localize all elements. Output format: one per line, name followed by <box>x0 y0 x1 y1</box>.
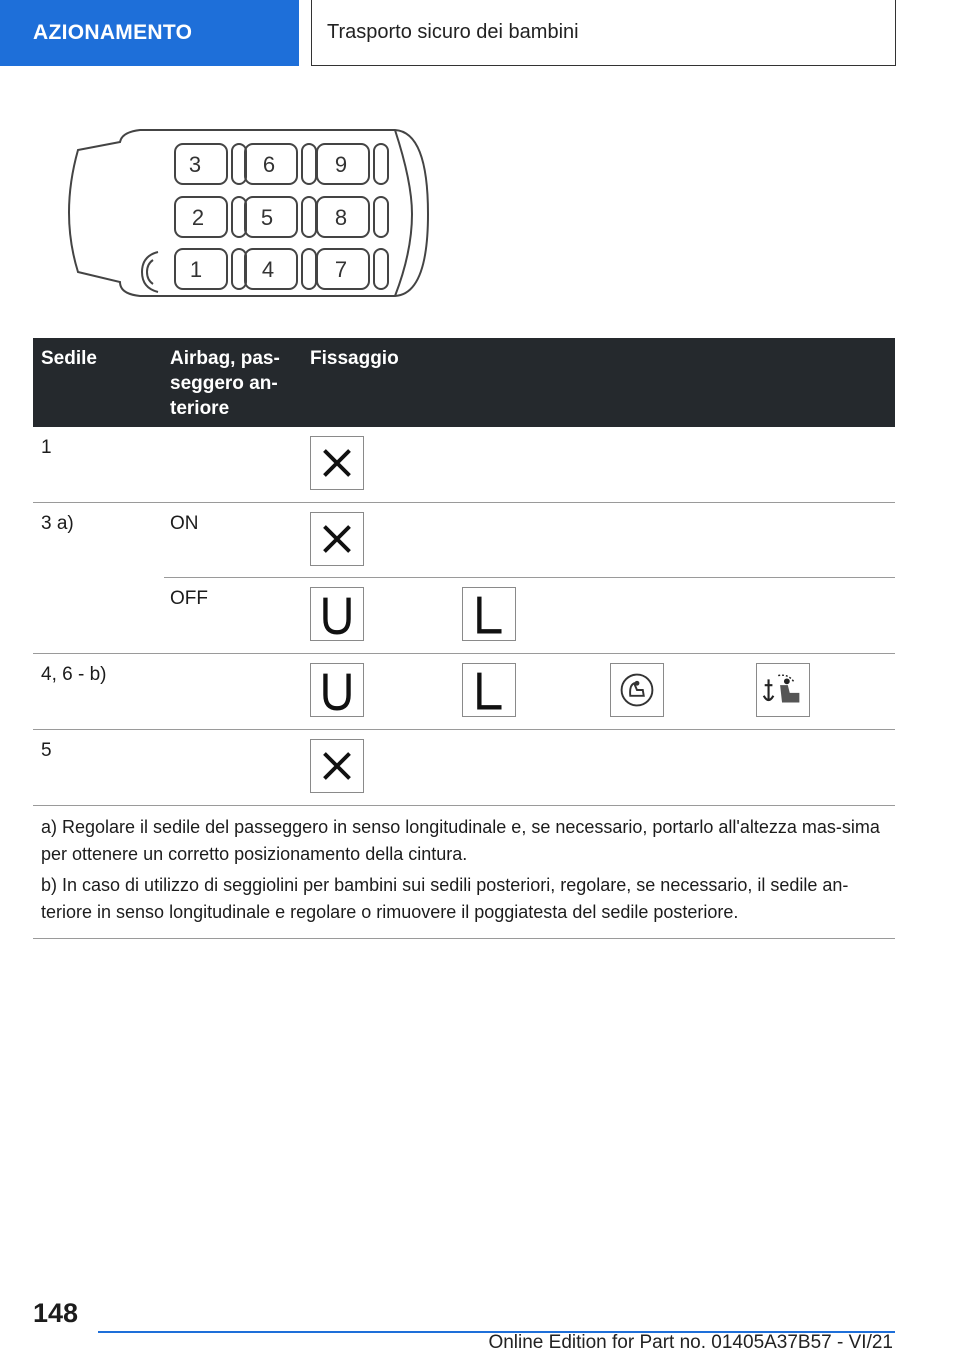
seat-number: 3 <box>188 152 202 177</box>
header-airbag <box>170 346 280 421</box>
table-row <box>33 503 895 578</box>
child-seat-table <box>33 338 895 939</box>
chapter-title <box>311 0 896 66</box>
table-row <box>33 654 895 730</box>
cross-icon <box>310 512 364 566</box>
seat-number: 8 <box>334 205 348 230</box>
header-airbag-line3: teriore <box>170 398 230 419</box>
seat-number: 1 <box>189 257 203 282</box>
footnote-b: b) In caso di utilizzo di seggiolini per bambini sui sedili posteriori, regolare, se necessario, il sedile an-teriore in senso longitudinale e regolare o rimuovere il poggiatesta del sedile posteriore. <box>41 875 849 922</box>
header-fixing: Fissaggio <box>310 348 399 369</box>
table-row <box>33 730 895 806</box>
cross-icon <box>310 436 364 490</box>
airbag-cell: ON <box>170 513 199 534</box>
seat-position-diagram <box>50 122 435 304</box>
seat-number: 9 <box>334 152 348 177</box>
seat-cell: 1 <box>41 437 52 458</box>
seat-number: 6 <box>262 152 276 177</box>
i-size-seat-icon <box>610 663 664 717</box>
seat-number: 2 <box>191 205 205 230</box>
section-label: AZIONAMENTO <box>33 21 193 44</box>
table-header <box>33 338 895 427</box>
table-footnotes <box>33 806 895 939</box>
seat-number: 7 <box>334 257 348 282</box>
seat-number: 4 <box>261 257 275 282</box>
seat-cell: 3 a) <box>41 513 74 534</box>
table-row <box>33 427 895 503</box>
chapter-title-text: Trasporto sicuro dei bambini <box>327 21 579 43</box>
isofix-anchor-seat-icon <box>756 663 810 717</box>
universal-u-icon <box>310 587 364 641</box>
header-airbag-line1: Airbag, pas- <box>170 348 280 369</box>
seat-cell: 5 <box>41 740 52 761</box>
seat-cell: 4, 6 - b) <box>41 664 107 685</box>
page-number: 148 <box>33 1298 79 1328</box>
header-seat: Sedile <box>41 348 97 369</box>
footnote-a: a) Regolare il sedile del passeggero in senso longitudinale e, se necessario, portarlo all'altezza mas-sima per ottenere un corretto posizionamento della cintura. <box>41 817 880 864</box>
section-tab[interactable] <box>0 0 299 66</box>
cross-icon <box>310 739 364 793</box>
table-row <box>33 578 895 654</box>
edition-footer: Online Edition for Part no. 01405A37B57 - VI/21 <box>488 1332 893 1353</box>
airbag-cell: OFF <box>170 588 208 609</box>
semi-universal-l-icon <box>462 587 516 641</box>
seat-number: 5 <box>260 205 274 230</box>
header-airbag-line2: seggero an- <box>170 373 278 394</box>
semi-universal-l-icon <box>462 663 516 717</box>
universal-u-icon <box>310 663 364 717</box>
